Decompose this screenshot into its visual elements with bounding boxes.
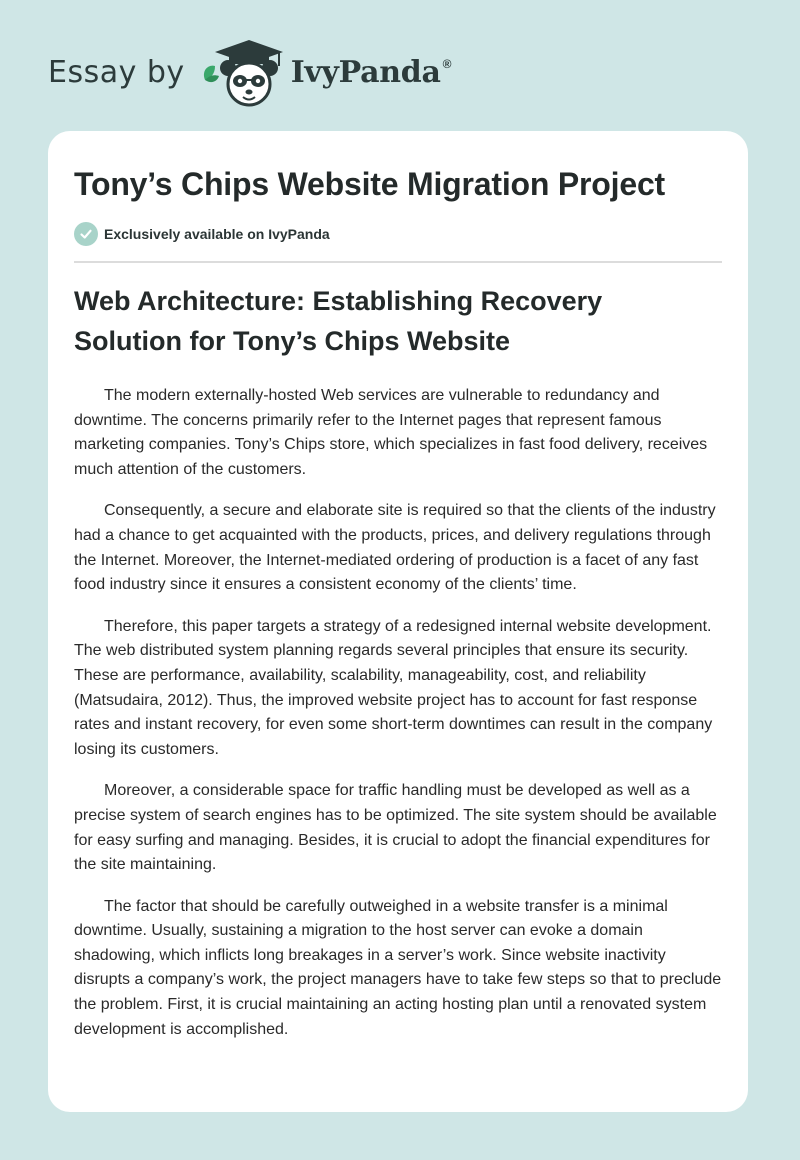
paragraph: The modern externally-hosted Web services are vulnerable to redundancy and downtime. The concerns primarily refer to the Internet pages that represent famous marketing companies. Tony’s Chips store, which specializes in fast food delivery, receives much attention of the customers.: [74, 387, 708, 478]
section-title: Web Architecture: Establishing Recovery Solution for Tony’s Chips Website: [74, 286, 603, 356]
title-divider: [74, 261, 722, 263]
checkmark-icon: [74, 222, 98, 246]
exclusive-badge-text: Exclusively available on IvyPanda: [104, 226, 330, 242]
page-title: Tony’s Chips Website Migration Project: [74, 166, 665, 202]
brand-name-text: IvyPanda: [290, 54, 441, 90]
essay-card: [48, 131, 748, 1112]
paragraph: Moreover, a considerable space for traffic handling must be developed as well as a precise system of search engines has to be optimized. The site system should be available for easy surfing and managing. Besides, it is crucial to adopt the financial expenditures for the site maintaining.: [74, 782, 717, 874]
paragraph: Consequently, a secure and elaborate site is required so that the clients of the industry had a chance to get acquainted with the products, prices, and delivery regulations through the Internet. Moreover, the Internet-mediated ordering of production is a facet of any fast food industry since it ensures a consistent economy of the clients’ time.: [74, 502, 716, 594]
site-header: [48, 36, 451, 108]
exclusive-badge: [74, 222, 330, 246]
brand-name: [291, 55, 451, 90]
essay-body: [74, 384, 724, 1059]
paragraph: Therefore, this paper targets a strategy of a redesigned internal website development. The web distributed system planning regards several principles that ensure its security. These are performance, availability, scalability, manageability, cost, and reliability (Matsudaira, 2012). Thus, the improved website project has to account for fast response rates and instant recovery, for even some short-term downtimes can result in the company losing its customers.: [74, 617, 713, 758]
paragraph: The factor that should be carefully outweighed in a website transfer is a minimal downtime. Usually, sustaining a migration to the host server can evoke a domain shadowing, which inflicts long breakages in a server’s work. Since website inactivity disrupts a company’s work, the project managers have to take few steps so that to preclude the problem. First, it is crucial maintaining an acting hosting plan until a renovated system development is accomplished.: [74, 897, 722, 1038]
registered-mark: ®: [442, 56, 452, 71]
essay-by-label: Essay by: [48, 54, 185, 90]
ivypanda-logo-link[interactable]: [199, 36, 451, 108]
panda-graduate-logo-icon: [199, 36, 285, 108]
